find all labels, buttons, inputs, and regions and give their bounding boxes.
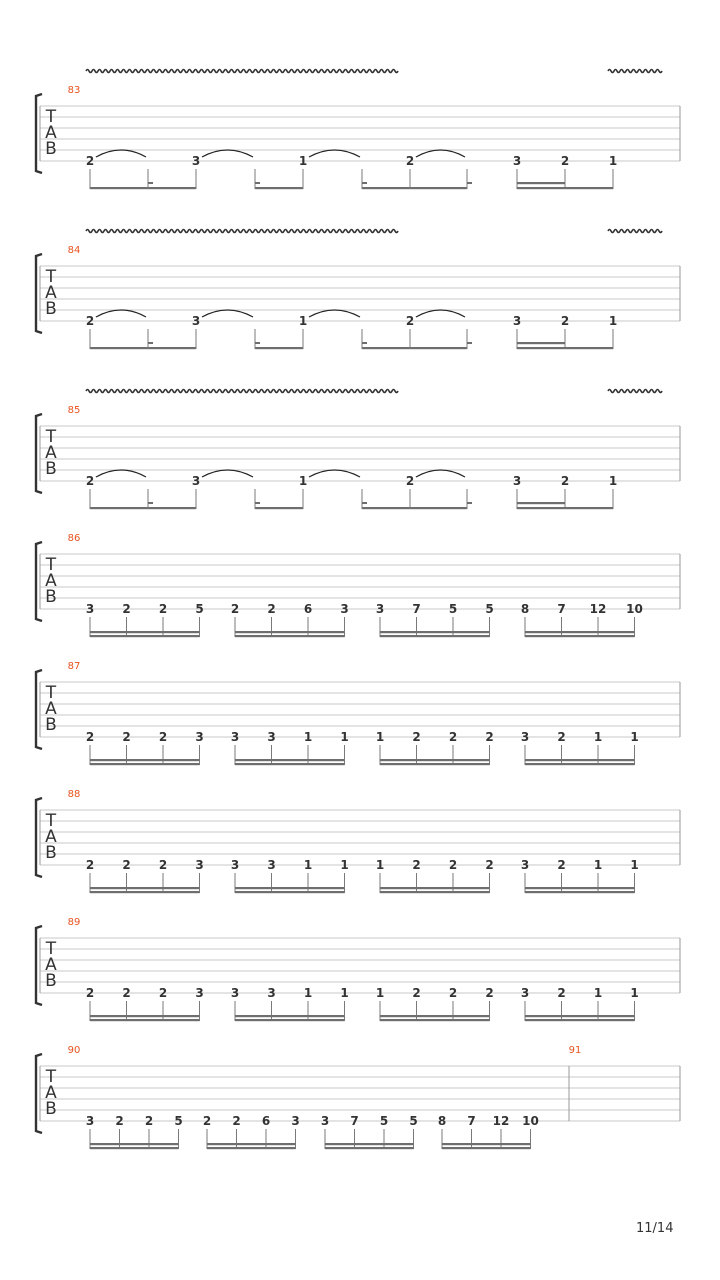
fret-number: 2 (560, 474, 570, 488)
beam (362, 347, 467, 349)
fret-number: 10 (522, 1114, 539, 1128)
measure-number: 85 (67, 405, 81, 416)
tie-arc (96, 150, 146, 157)
tab-clef-letter: B (45, 715, 57, 735)
fret-number: 3 (195, 986, 204, 1000)
tie-arc (96, 470, 146, 477)
tab-system (36, 917, 680, 1021)
fret-number: 5 (485, 602, 494, 616)
beam (380, 635, 490, 637)
tab-system (36, 533, 680, 637)
fret-number: 1 (630, 986, 639, 1000)
fret-number: 2 (557, 730, 566, 744)
measure-number: 91 (568, 1045, 582, 1056)
fret-number: 3 (520, 730, 530, 744)
beam (362, 507, 467, 509)
fret-number: 2 (85, 474, 95, 488)
partial-beam (255, 182, 260, 184)
fret-number: 2 (202, 1114, 212, 1128)
fret-number: 1 (303, 730, 313, 744)
fret-number: 3 (267, 986, 276, 1000)
tie-arc (416, 470, 465, 477)
tab-clef-letter: A (45, 827, 57, 847)
fret-number: 2 (85, 314, 95, 328)
beam (362, 187, 467, 189)
fret-number: 2 (412, 986, 421, 1000)
tab-clef-letter: B (45, 1099, 57, 1119)
measure-number: 89 (67, 917, 81, 928)
fret-number: 1 (375, 986, 385, 1000)
fret-number: 2 (412, 858, 421, 872)
fret-number: 3 (320, 1114, 330, 1128)
fret-number: 6 (261, 1114, 271, 1128)
fret-number: 3 (191, 314, 201, 328)
beam (525, 635, 635, 637)
fret-number: 3 (512, 474, 522, 488)
fret-number: 2 (85, 730, 95, 744)
tab-clef-letter: A (45, 699, 57, 719)
tie-arc (96, 310, 146, 317)
vibrato-line (608, 390, 662, 393)
fret-number: 3 (195, 730, 204, 744)
fret-number: 2 (230, 602, 240, 616)
beam (380, 763, 490, 765)
fret-number: 3 (195, 858, 204, 872)
beam (207, 1143, 296, 1145)
fret-number: 3 (267, 858, 276, 872)
tab-system (36, 230, 680, 350)
tab-clef-letter: B (45, 843, 57, 863)
fret-number: 5 (379, 1114, 389, 1128)
beam (517, 347, 613, 349)
fret-number: 1 (375, 858, 385, 872)
fret-number: 5 (448, 602, 458, 616)
fret-number: 2 (122, 602, 131, 616)
tab-clef-letter: B (45, 459, 57, 479)
partial-beam (148, 182, 153, 184)
fret-number: 1 (303, 986, 313, 1000)
beam (235, 887, 345, 889)
fret-number: 2 (115, 1114, 124, 1128)
partial-beam (362, 502, 367, 504)
fret-number: 2 (405, 154, 415, 168)
fret-number: 8 (437, 1114, 447, 1128)
fret-number: 5 (195, 602, 204, 616)
partial-beam (255, 502, 260, 504)
fret-number: 3 (191, 154, 201, 168)
tie-arc (202, 310, 253, 317)
tab-clef-letter: T (45, 427, 57, 447)
beam (442, 1147, 531, 1149)
tie-arc (309, 150, 360, 157)
partial-beam (148, 342, 153, 344)
fret-number: 2 (85, 154, 95, 168)
fret-number: 2 (560, 314, 570, 328)
measure-number: 88 (67, 789, 81, 800)
fret-number: 1 (340, 730, 349, 744)
tab-clef-letter: T (45, 555, 57, 575)
fret-number: 2 (405, 474, 415, 488)
tab-clef-letter: T (45, 107, 57, 127)
beam (380, 1019, 490, 1021)
fret-number: 7 (350, 1114, 359, 1128)
beam (517, 342, 565, 344)
beam (380, 887, 490, 889)
tie-arc (202, 150, 253, 157)
fret-number: 2 (412, 730, 421, 744)
tab-system (36, 661, 680, 765)
fret-number: 3 (375, 602, 385, 616)
partial-beam (467, 182, 472, 184)
tab-clef-letter: T (45, 267, 57, 287)
fret-number: 3 (230, 730, 240, 744)
tab-clef-letter: T (45, 1067, 57, 1087)
tab-clef-letter: A (45, 1083, 57, 1103)
beam (525, 759, 635, 761)
fret-number: 7 (412, 602, 421, 616)
beam (255, 187, 303, 189)
beam (90, 759, 200, 761)
partial-beam (467, 342, 472, 344)
beam (255, 507, 303, 509)
tie-arc (202, 470, 253, 477)
beam (235, 635, 345, 637)
beam (255, 347, 303, 349)
fret-number: 1 (608, 474, 618, 488)
fret-number: 2 (448, 858, 458, 872)
beam (517, 182, 565, 184)
tab-clef-letter: A (45, 443, 57, 463)
fret-number: 6 (303, 602, 313, 616)
fret-number: 2 (448, 730, 458, 744)
fret-number: 5 (409, 1114, 418, 1128)
beam (235, 631, 345, 633)
partial-beam (362, 182, 367, 184)
fret-number: 12 (492, 1114, 510, 1128)
fret-number: 3 (230, 858, 240, 872)
tab-clef-letter: A (45, 123, 57, 143)
fret-number: 12 (589, 602, 607, 616)
fret-number: 2 (560, 154, 570, 168)
beam (90, 763, 200, 765)
beam (380, 891, 490, 893)
fret-number: 2 (122, 730, 131, 744)
beam (235, 759, 345, 761)
beam (90, 347, 196, 349)
fret-number: 3 (85, 602, 95, 616)
fret-number: 2 (485, 730, 494, 744)
fret-number: 2 (405, 314, 415, 328)
tie-arc (309, 310, 360, 317)
beam (235, 1015, 345, 1017)
fret-number: 2 (85, 986, 95, 1000)
beam (525, 1019, 635, 1021)
vibrato-line (86, 70, 398, 73)
fret-number: 3 (291, 1114, 300, 1128)
beam (380, 759, 490, 761)
fret-number: 3 (230, 986, 240, 1000)
beam (90, 1019, 200, 1021)
beam (380, 631, 490, 633)
measure-number: 83 (67, 85, 81, 96)
tab-clef-letter: A (45, 571, 57, 591)
fret-number: 2 (158, 986, 168, 1000)
measure-number: 90 (67, 1045, 81, 1056)
fret-number: 2 (448, 986, 458, 1000)
beam (525, 1015, 635, 1017)
fret-number: 10 (626, 602, 643, 616)
fret-number: 1 (630, 730, 639, 744)
fret-number: 1 (298, 314, 308, 328)
tab-clef-letter: T (45, 939, 57, 959)
tab-system (36, 70, 680, 190)
fret-number: 1 (608, 314, 618, 328)
beam (90, 1147, 179, 1149)
tie-arc (309, 470, 360, 477)
tab-system (36, 1045, 680, 1149)
fret-number: 7 (467, 1114, 476, 1128)
fret-number: 2 (557, 986, 566, 1000)
beam (235, 1019, 345, 1021)
fret-number: 3 (191, 474, 201, 488)
fret-number: 7 (557, 602, 566, 616)
beam (90, 887, 200, 889)
fret-number: 3 (340, 602, 349, 616)
fret-number: 1 (303, 858, 313, 872)
fret-number: 1 (340, 858, 349, 872)
fret-number: 1 (298, 154, 308, 168)
vibrato-line (608, 70, 662, 73)
beam (380, 1015, 490, 1017)
fret-number: 2 (485, 986, 494, 1000)
fret-number: 1 (298, 474, 308, 488)
partial-beam (148, 502, 153, 504)
beam (90, 635, 200, 637)
beam (517, 187, 613, 189)
fret-number: 3 (85, 1114, 95, 1128)
beam (525, 887, 635, 889)
beam (525, 631, 635, 633)
tie-arc (416, 310, 465, 317)
tab-clef-letter: A (45, 955, 57, 975)
measure-number: 87 (67, 661, 81, 672)
fret-number: 2 (122, 858, 131, 872)
beam (90, 187, 196, 189)
fret-number: 1 (593, 730, 603, 744)
tab-clef-letter: T (45, 683, 57, 703)
fret-number: 3 (267, 730, 276, 744)
beam (90, 507, 196, 509)
measure-number: 86 (67, 533, 81, 544)
tab-clef-letter: T (45, 811, 57, 831)
fret-number: 1 (608, 154, 618, 168)
partial-beam (467, 502, 472, 504)
fret-number: 2 (158, 730, 168, 744)
tie-arc (416, 150, 465, 157)
vibrato-line (608, 230, 662, 233)
fret-number: 2 (144, 1114, 154, 1128)
measure-number: 84 (67, 245, 81, 256)
fret-number: 3 (520, 858, 530, 872)
fret-number: 2 (267, 602, 276, 616)
partial-beam (362, 342, 367, 344)
beam (517, 507, 613, 509)
tab-clef-letter: B (45, 299, 57, 319)
fret-number: 2 (122, 986, 131, 1000)
fret-number: 2 (485, 858, 494, 872)
fret-number: 2 (158, 858, 168, 872)
beam (235, 891, 345, 893)
tab-system (36, 789, 680, 893)
vibrato-line (86, 390, 398, 393)
beam (442, 1143, 531, 1145)
fret-number: 2 (85, 858, 95, 872)
fret-number: 3 (512, 154, 522, 168)
partial-beam (255, 342, 260, 344)
fret-number: 1 (340, 986, 349, 1000)
fret-number: 3 (520, 986, 530, 1000)
beam (90, 891, 200, 893)
fret-number: 1 (593, 986, 603, 1000)
fret-number: 1 (593, 858, 603, 872)
fret-number: 8 (520, 602, 530, 616)
fret-number: 2 (232, 1114, 241, 1128)
fret-number: 1 (630, 858, 639, 872)
tab-clef-letter: A (45, 283, 57, 303)
tab-system (36, 390, 680, 510)
beam (517, 502, 565, 504)
beam (325, 1147, 414, 1149)
tab-clef-letter: B (45, 587, 57, 607)
beam (235, 763, 345, 765)
fret-number: 2 (557, 858, 566, 872)
tab-clef-letter: B (45, 139, 57, 159)
fret-number: 1 (375, 730, 385, 744)
beam (525, 891, 635, 893)
beam (90, 1143, 179, 1145)
fret-number: 3 (512, 314, 522, 328)
beam (90, 631, 200, 633)
fret-number: 5 (174, 1114, 183, 1128)
beam (325, 1143, 414, 1145)
beam (525, 763, 635, 765)
vibrato-line (86, 230, 398, 233)
beam (207, 1147, 296, 1149)
tab-clef-letter: B (45, 971, 57, 991)
page-number: 11/14 (636, 1221, 674, 1236)
fret-number: 2 (158, 602, 168, 616)
beam (90, 1015, 200, 1017)
